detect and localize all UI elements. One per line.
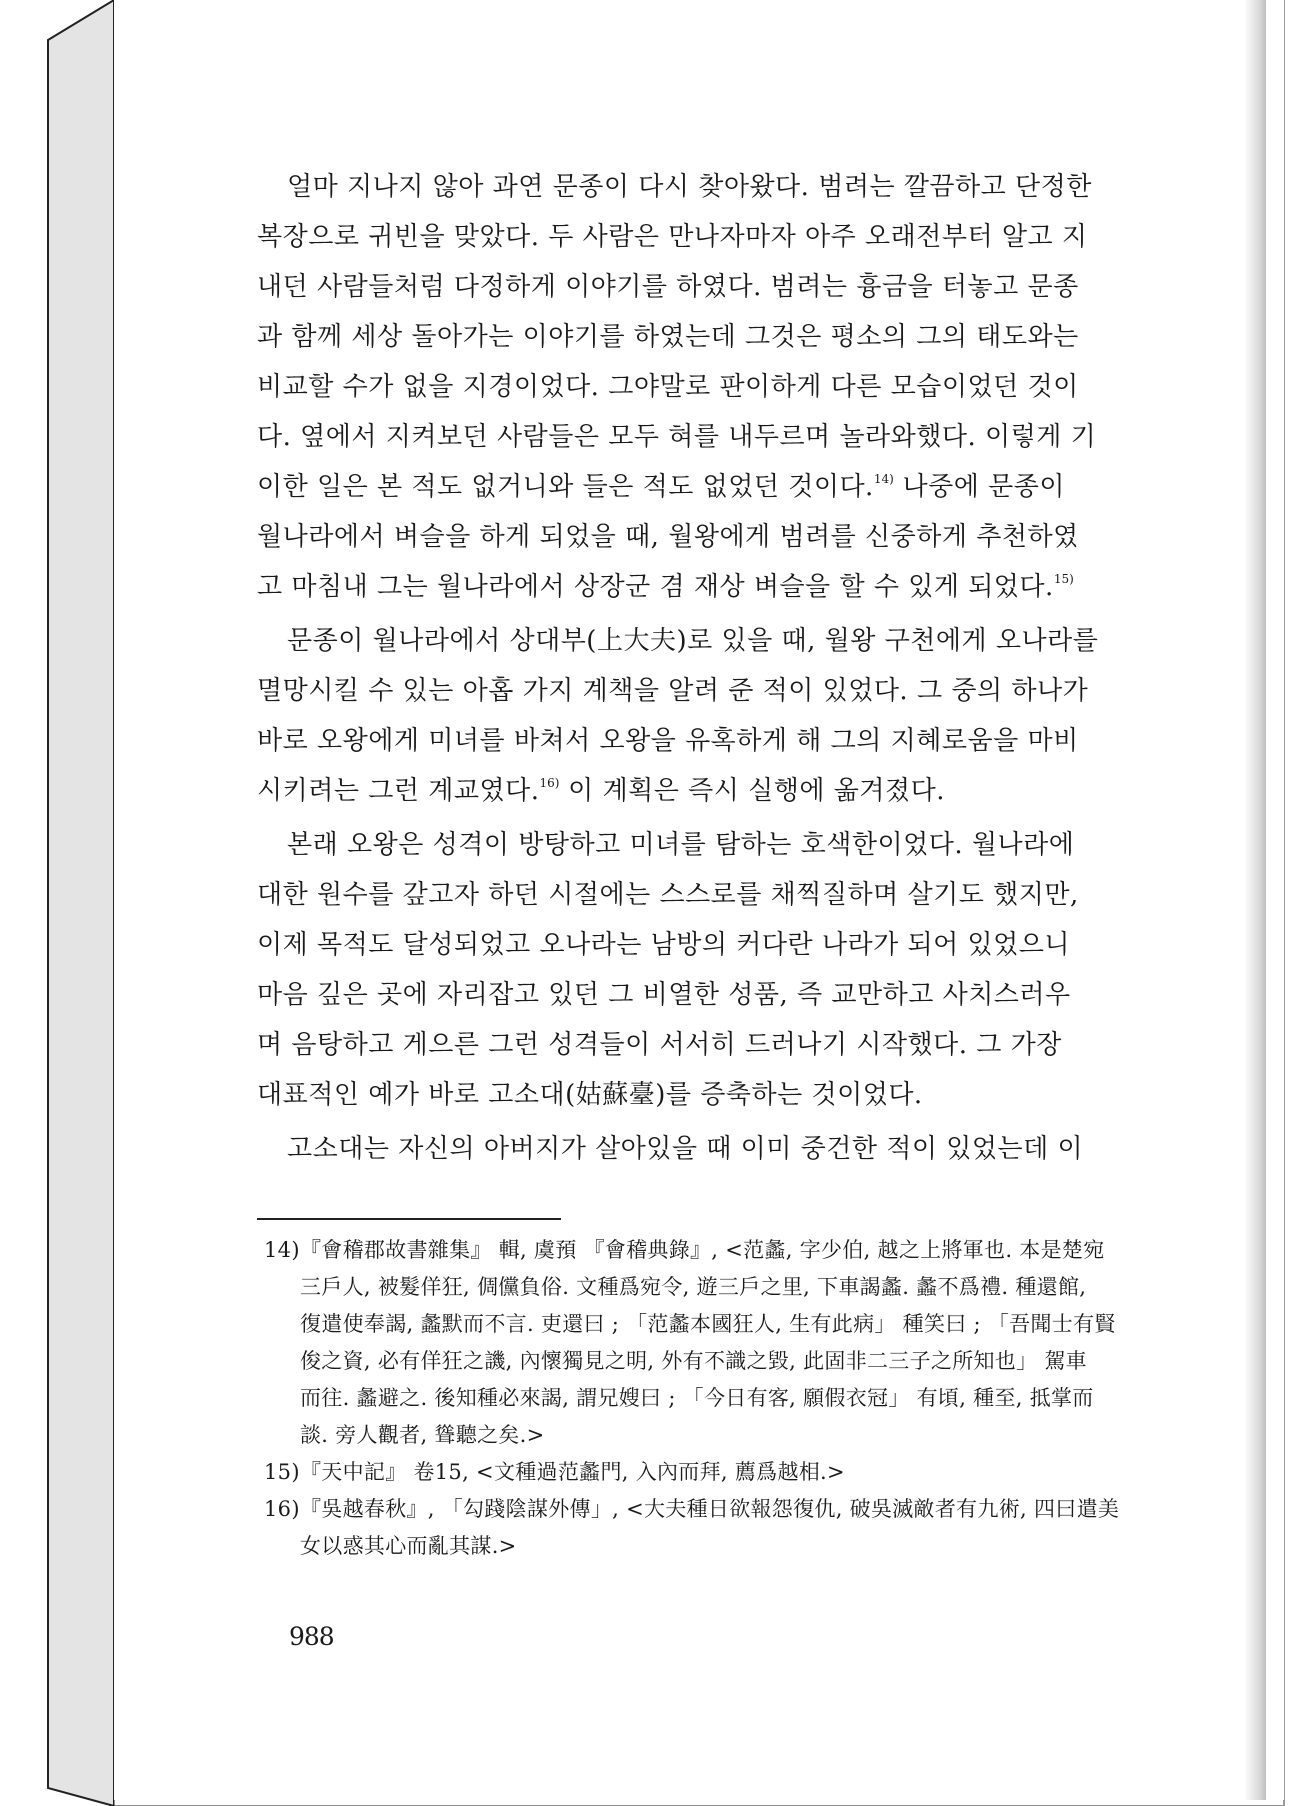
text-line: 복장으로 귀빈을 맞았다. 두 사람은 만나자마자 아주 오래전부터 알고 지 — [257, 222, 1088, 252]
footnote-16 — [264, 1491, 1170, 1565]
footnote-ref-15[interactable]: 15) — [1053, 572, 1074, 586]
footnote-line: 而往. 蠡避之. 後知種必來謁, 謂兄嫂曰 ; 「今日有客, 願假衣冠」 有頃, 種至, 抵掌而 — [300, 1386, 1094, 1410]
paragraph-3 — [257, 820, 1168, 1120]
text-line: 과 함께 세상 돌아가는 이야기를 하였는데 그것은 평소의 그의 태도와는 — [257, 322, 1079, 352]
footnote-line: 三戶人, 被髮佯狂, 倜儻負俗. 文種爲宛令, 遊三戶之里, 下車謁蠡. 蠡不爲禮. 種還館, — [300, 1275, 1087, 1299]
footnote-ref-16[interactable]: 16) — [539, 776, 560, 790]
footnote-line: 俊之資, 必有佯狂之譏, 內懷獨見之明, 外有不識之毀, 此固非二三子之所知也」 駕車 — [300, 1349, 1087, 1373]
paragraph-2 — [257, 616, 1168, 816]
text-segment: 이한 일은 본 적도 없거니와 들은 적도 없었던 것이다. — [257, 472, 874, 502]
text-segment: 나중에 문종이 — [893, 472, 1066, 502]
footnotes — [264, 1232, 1170, 1565]
text-line: 내던 사람들처럼 다정하게 이야기를 하였다. 범려는 흉금을 터놓고 문종 — [257, 272, 1079, 302]
paragraph-1 — [257, 162, 1168, 612]
paragraph-4 — [257, 1124, 1168, 1174]
text-line: 본래 오왕은 성격이 방탕하고 미녀를 탐하는 호색한이었다. 월나라에 — [287, 830, 1075, 860]
text-line: 월나라에서 벼슬을 하게 되었을 때, 월왕에게 범려를 신중하게 추천하였 — [257, 522, 1079, 552]
text-line: 이제 목적도 달성되었고 오나라는 남방의 커다란 나라가 되어 있었으니 — [257, 930, 1070, 960]
footnote-divider — [257, 1218, 561, 1220]
text-line: 고소대는 자신의 아버지가 살아있을 때 이미 중건한 적이 있었는데 이 — [287, 1134, 1084, 1164]
text-line — [257, 766, 1168, 816]
text-line: 멸망시킬 수 있는 아홉 가지 계책을 알려 준 적이 있었다. 그 중의 하나가 — [257, 676, 1089, 706]
footnote-line: 復遣使奉謁, 蠡默而不言. 吏還曰 ; 「范蠡本國狂人, 生有此病」 種笑曰 ; 「吾聞士有賢 — [300, 1312, 1116, 1336]
footnote-number: 14) — [264, 1238, 300, 1262]
footnote-line: 女以惑其心而亂其謀.> — [300, 1534, 517, 1558]
footnote-number: 16) — [264, 1497, 300, 1521]
footnote-ref-14[interactable]: 14) — [873, 472, 894, 486]
page-edge-shadow — [1244, 0, 1266, 1800]
text-line: 대표적인 예가 바로 고소대(姑蘇臺)를 증축하는 것이었다. — [257, 1080, 923, 1110]
text-line: 마음 깊은 곳에 자리잡고 있던 그 비열한 성품, 즉 교만하고 사치스러우 — [257, 980, 1071, 1010]
text-line: 대한 원수를 갚고자 하던 시절에는 스스로를 채찍질하며 살기도 했지만, — [257, 880, 1079, 910]
text-line: 비교할 수가 없을 지경이었다. 그야말로 판이하게 다른 모습이었던 것이 — [257, 372, 1079, 402]
footnote-line: 『吳越春秋』, 「勾踐陰謀外傳」, <大夫種日欲報怨復仇, 破吳滅敵者有九術, 四曰遣美 — [300, 1497, 1120, 1521]
text-line: 문종이 월나라에서 상대부(上大夫)로 있을 때, 월왕 구천에게 오나라를 — [287, 626, 1099, 656]
footnote-line: 談. 旁人觀者, 聳聽之矣.> — [300, 1423, 545, 1447]
text-line — [257, 562, 1168, 612]
text-line — [257, 462, 1168, 512]
text-line: 얼마 지나지 않아 과연 문종이 다시 찾아왔다. 범려는 깔끔하고 단정한 — [287, 172, 1092, 202]
footnote-line: 『會稽郡故書雜集』 輯, 虞預 『會稽典錄』, <范蠡, 字少伯, 越之上將軍也. 本是楚宛 — [300, 1238, 1105, 1262]
text-line: 며 음탕하고 게으른 그런 성격들이 서서히 드러나기 시작했다. 그 가장 — [257, 1030, 1062, 1060]
footnote-number: 15) — [264, 1460, 300, 1484]
body-text — [257, 162, 1168, 1178]
footnote-line: 『天中記』 卷15, <文種過范蠡門, 入內而拜, 薦爲越相.> — [300, 1460, 845, 1484]
text-segment: 고 마침내 그는 월나라에서 상장군 겸 재상 벼슬을 할 수 있게 되었다. — [257, 572, 1054, 602]
page-number: 988 — [289, 1622, 334, 1651]
text-line: 바로 오왕에게 미녀를 바쳐서 오왕을 유혹하게 해 그의 지혜로움을 마비 — [257, 726, 1079, 756]
footnote-15 — [264, 1454, 1170, 1491]
text-segment: 이 계획은 즉시 실행에 옮겨졌다. — [559, 776, 946, 806]
footnote-14 — [264, 1232, 1170, 1454]
text-segment: 시키려는 그런 계교였다. — [257, 776, 540, 806]
text-line: 다. 옆에서 지켜보던 사람들은 모두 혀를 내두르며 놀라와했다. 이렇게 기 — [257, 422, 1097, 452]
